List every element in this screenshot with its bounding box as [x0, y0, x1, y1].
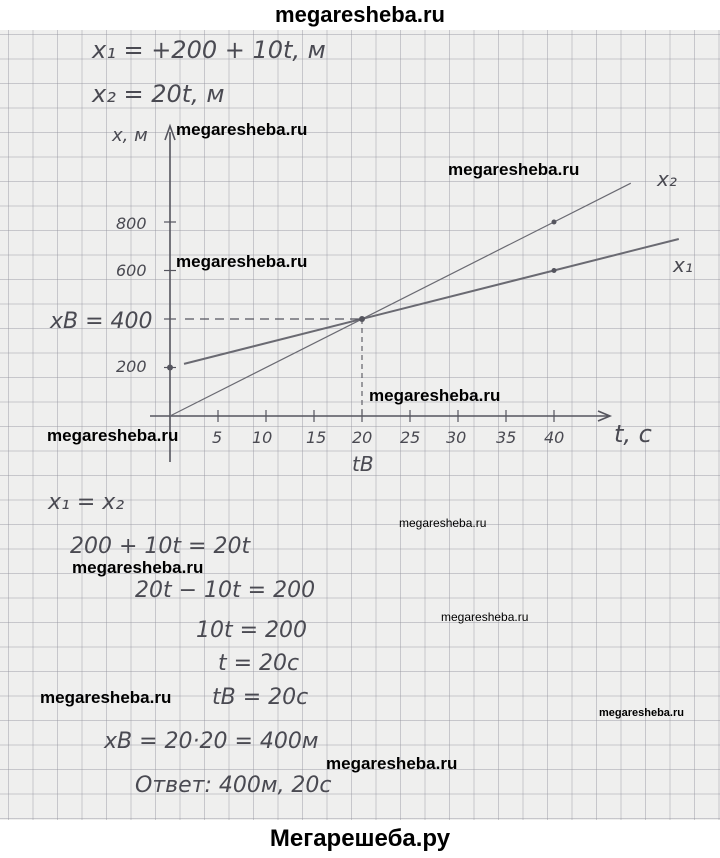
- y-tick-label: 200: [116, 357, 147, 376]
- site-header: megaresheba.ru: [275, 2, 445, 27]
- watermark: megaresheba.ru: [399, 516, 487, 530]
- y-axis-label: x, м: [112, 125, 148, 146]
- solution-line: xB = 20·20 = 400м: [104, 729, 319, 754]
- watermark: megaresheba.ru: [72, 558, 204, 577]
- point-x1-40: [552, 268, 557, 273]
- solution-line: 10t = 200: [196, 618, 308, 643]
- tb-label: tB: [352, 452, 374, 476]
- x-tick-label: 5: [212, 428, 223, 447]
- watermark: megaresheba.ru: [441, 610, 529, 624]
- solution-line: t = 20c: [218, 651, 300, 676]
- site-footer: Мегарешеба.ру: [269, 825, 451, 852]
- x-axis-label: t, c: [614, 420, 652, 448]
- watermark: megaresheba.ru: [326, 754, 458, 773]
- watermark: megaresheba.ru: [47, 426, 179, 445]
- line2-label: x₂: [657, 167, 677, 191]
- watermark: megaresheba.ru: [448, 160, 580, 179]
- watermark: megaresheba.ru: [369, 386, 501, 405]
- watermark: megaresheba.ru: [176, 252, 308, 271]
- line-x2: [170, 183, 631, 416]
- point-200: [167, 365, 173, 371]
- watermark: megaresheba.ru: [176, 120, 308, 139]
- equation-x1: x₁ = +200 + 10t, м: [92, 36, 326, 64]
- line1-label: x₁: [673, 253, 693, 277]
- x-tick-label: 35: [496, 428, 517, 447]
- x-tick-label: 15: [306, 428, 327, 447]
- solution-line: 20t − 10t = 200: [135, 578, 316, 603]
- xb-label: xB = 400: [50, 309, 153, 334]
- intersection-point: [359, 316, 365, 322]
- x-tick-label: 40: [544, 428, 565, 447]
- y-tick-label: 600: [116, 261, 147, 280]
- equation-x2: x₂ = 20t, м: [92, 80, 225, 108]
- solution-line: tB = 20c: [212, 685, 309, 710]
- watermark: megaresheba.ru: [599, 707, 684, 719]
- watermark: megaresheba.ru: [40, 688, 172, 707]
- solution-line: x₁ = x₂: [48, 490, 125, 515]
- answer-line: Ответ: 400м, 20с: [135, 773, 332, 798]
- x-tick-label: 30: [446, 428, 467, 447]
- x-tick-label: 25: [400, 428, 421, 447]
- solution-line: 200 + 10t = 20t: [70, 534, 251, 559]
- point-x2-40: [552, 220, 557, 225]
- x-tick-label: 10: [252, 428, 273, 447]
- y-tick-label: 800: [116, 214, 147, 233]
- x-tick-label: 20: [352, 428, 373, 447]
